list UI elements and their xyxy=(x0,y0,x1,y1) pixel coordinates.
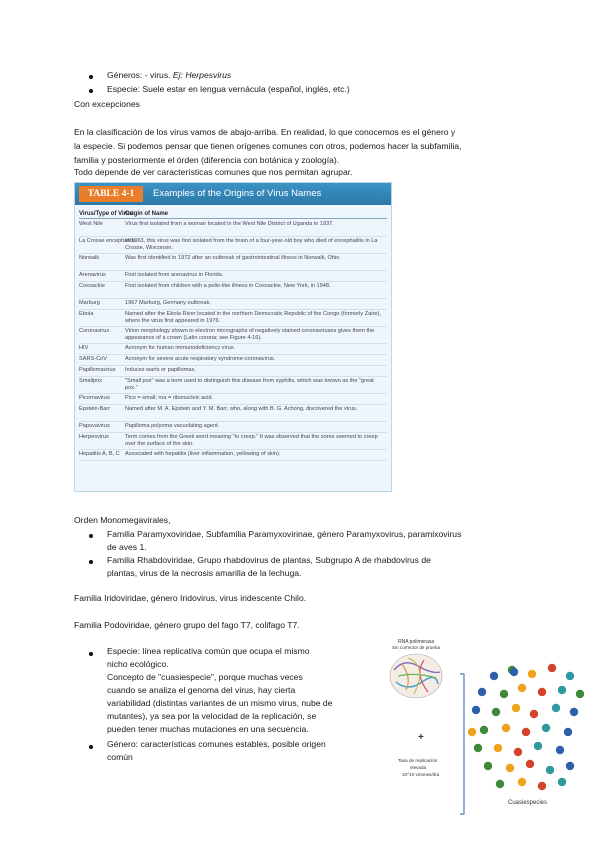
quasispecies-cloud xyxy=(468,664,584,790)
quasispecies-particle xyxy=(468,728,476,736)
bullet-marker xyxy=(89,75,93,79)
quasispecies-particle xyxy=(512,704,520,712)
table-cell-virus: Herpesvirus xyxy=(79,434,109,440)
table-cell-origin: Induces warts or papillomas. xyxy=(125,367,196,373)
familia-podoviridae: Familia Podoviridae, género grupo del fago T7, colifago T7. xyxy=(74,620,300,630)
quasispecies-particle xyxy=(480,726,488,734)
quasispecies-particle xyxy=(556,746,564,754)
bullet-marker xyxy=(89,560,93,564)
table-cell-origin: Was first identified in 1972 after an outbreak of gastrointestinal illness in Norwalk, Ohio. xyxy=(125,255,341,261)
quasispecies-particle xyxy=(566,762,574,770)
table-row xyxy=(79,450,387,461)
quasispecies-particle xyxy=(564,728,572,736)
quasispecies-particle xyxy=(490,672,498,680)
quasispecies-particle xyxy=(478,688,486,696)
especie-line-3: Concepto de "cuasiespecie", porque muchas veces xyxy=(107,672,303,682)
table-row xyxy=(79,405,387,422)
label-cuasiespecies: Cuasiespecies xyxy=(508,800,548,806)
quasispecies-particle xyxy=(496,780,504,788)
label-rna-polimerasa: RNA polimerasa xyxy=(398,639,435,645)
quasispecies-particle xyxy=(526,760,534,768)
table-cell-virus: Picornavirus xyxy=(79,395,110,401)
intro-line-2: la especie. Si podemos pensar que tienen orígenes comunes con otros, podemos hacer la subfamilia, xyxy=(74,141,462,151)
table-row xyxy=(79,344,387,355)
table-cell-virus: HIV xyxy=(79,345,89,351)
table-cell-origin: Associated with hepatitis (liver inflammation, yellowing of skin). xyxy=(125,451,281,457)
table-row xyxy=(79,299,387,310)
bullet-marker xyxy=(89,534,93,538)
table-cell-origin: In 1963, this virus was first isolated from the brain of a four-year-old boy who died of encephalitis in La Crosse, Wisconsin. xyxy=(125,238,378,251)
quasispecies-particle xyxy=(566,672,574,680)
generos-prefix: Géneros: - virus. xyxy=(107,70,173,80)
quasispecies-particle xyxy=(558,686,566,694)
polymerase-structure-icon xyxy=(390,654,442,698)
quasispecies-particle xyxy=(514,748,522,756)
bullet-marker xyxy=(89,652,93,656)
label-tasa-2: elevada xyxy=(410,765,427,770)
table-cell-virus: La Crosse encephalitis xyxy=(79,238,136,244)
orden-title: Orden Monomegavirales, xyxy=(74,515,171,525)
quasispecies-particle xyxy=(474,744,482,752)
con-excepciones: Con excepciones xyxy=(74,99,140,109)
table-row xyxy=(79,422,387,433)
table-row xyxy=(79,237,387,254)
quasispecies-svg xyxy=(384,636,584,816)
quasispecies-particle xyxy=(546,766,554,774)
especie-line-6: mutantes), ya sea por la velocidad de la replicación, se xyxy=(107,711,317,721)
genero-line-1: Género: características comunes estables, posible origen xyxy=(107,739,326,749)
table-cell-origin: Virus first isolated from a woman located in the West Nile District of Uganda in 1937. xyxy=(125,221,334,227)
familia-iridoviridae: Familia Iridoviridae, género Iridovirus, virus iridescente Chilo. xyxy=(74,593,307,603)
table-header-bar xyxy=(75,183,391,205)
table-cell-virus: Papovavirus xyxy=(79,423,110,429)
virus-names-table xyxy=(74,182,392,492)
label-tasa-1: Tasa de replicación xyxy=(398,758,438,763)
bullet-especie: Especie: Suele estar en lengua vernácula (español, inglés, etc.) xyxy=(107,84,350,94)
table-row xyxy=(79,310,387,327)
plus-sign: + xyxy=(418,732,424,743)
quasispecies-particle xyxy=(522,728,530,736)
quasispecies-particle xyxy=(494,744,502,752)
genero-line-2: común xyxy=(107,752,133,762)
orden-bullet-2-line-2: plantas, virus de la necrosis amarilla de la lechuga. xyxy=(107,568,302,578)
table-tag: TABLE 4-1 xyxy=(79,186,143,202)
quasispecies-particle xyxy=(510,668,518,676)
table-cell-virus: Coronavirus xyxy=(79,328,110,334)
bullet-generos xyxy=(107,70,231,82)
table-header-rule xyxy=(79,218,387,219)
table-row xyxy=(79,254,387,271)
generos-example: Ej: Herpesvirus xyxy=(172,70,232,80)
table-row xyxy=(79,327,387,344)
especie-line-5: variabilidad (distintas variantes de un mismo virus, nube de xyxy=(107,698,333,708)
table-cell-virus: Marburg xyxy=(79,300,100,306)
todo-depende: Todo depende de ver características comunes que nos permitan agrupar. xyxy=(74,167,353,177)
intro-line-3: familia y posteriormente el órden (diferencia con botánica y zoología). xyxy=(74,155,340,165)
quasispecies-particle xyxy=(528,670,536,678)
table-row xyxy=(79,377,387,394)
especie-line-1: Especie: línea replicativa común que ocupa el mismo xyxy=(107,646,310,656)
table-cell-virus: Papillomavirus xyxy=(79,367,116,373)
table-cell-origin: Named after the Ebola River located in the northern Democratic Republic of the Congo (formerly Zaire), where the virus first appeared in 1976. xyxy=(125,311,381,324)
table-col-origin: Origin of Name xyxy=(125,211,169,217)
especie-line-7: pueden tener muchas mutaciones en una secuencia. xyxy=(107,724,309,734)
intro-line-1: En la clasificación de los virus vamos de abajo-arriba. En realidad, lo que conocemos es el género y xyxy=(74,127,456,137)
bullet-marker xyxy=(89,745,93,749)
especie-line-4: cuando se analiza el genoma del virus, hay cierta xyxy=(107,685,296,695)
table-row xyxy=(79,433,387,450)
table-cell-origin: Named after M. A. Epstein and Y. M. Barr, who, along with B. G. Achong, discovered the virus. xyxy=(125,406,358,412)
quasispecies-particle xyxy=(552,704,560,712)
label-tasa-3: 10^10 viriones/día xyxy=(402,772,440,777)
table-row-rule xyxy=(79,460,387,461)
table-cell-origin: First isolated from arenavirus in Florida. xyxy=(125,272,224,278)
table-row xyxy=(79,271,387,282)
table-cell-origin: Acronym for severe acute respiratory syndrome-coronavirus. xyxy=(125,356,276,362)
table-cell-virus: Hepatitis A, B, C xyxy=(79,451,120,457)
table-row xyxy=(79,220,387,237)
table-cell-origin: Term comes from the Greek word meaning "to creep." It was observed that the sores seemed to creep over the surface of the skin. xyxy=(125,434,378,447)
quasispecies-particle xyxy=(558,778,566,786)
table-row xyxy=(79,366,387,377)
orden-bullet-2-line-1: Familia Rhabdoviridae, Grupo rhabdovirus de plantas, Subgrupo A de rhabdovirus de xyxy=(107,555,431,565)
table-row xyxy=(79,355,387,366)
table-cell-origin: Papilloma polyoma vacuolating agent. xyxy=(125,423,220,429)
quasispecies-particle xyxy=(492,708,500,716)
quasispecies-particle xyxy=(472,706,480,714)
table-cell-virus: Norwalk xyxy=(79,255,100,261)
table-cell-virus: Ebola xyxy=(79,311,94,317)
quasispecies-particle xyxy=(502,724,510,732)
especie-line-2: nicho ecológico. xyxy=(107,659,169,669)
quasispecies-particle xyxy=(484,762,492,770)
quasispecies-particle xyxy=(500,690,508,698)
quasispecies-diagram xyxy=(384,636,584,816)
quasispecies-particle xyxy=(548,664,556,672)
table-col-virus: Virus/Type of Virus xyxy=(79,211,134,217)
quasispecies-particle xyxy=(530,710,538,718)
table-cell-virus: Coxsackie xyxy=(79,283,105,289)
table-cell-origin: "Small pox" was a term used to distinguish this disease from syphilis, which was known as the "great pox." xyxy=(125,378,374,391)
table-cell-origin: Virion morphology shown in electron micrographs of negatively stained coronaviruses gives them the appearance of a crown (Latin corona; see Figure 4-16). xyxy=(125,328,375,341)
table-row xyxy=(79,394,387,405)
quasispecies-particle xyxy=(534,742,542,750)
label-sin-corrector: Sin corrector de prueba xyxy=(392,645,441,650)
quasispecies-particle xyxy=(570,708,578,716)
table-row xyxy=(79,282,387,299)
quasispecies-particle xyxy=(542,724,550,732)
orden-bullet-1-line-1: Familia Paramyxoviridae, Subfamilia Paramyxovirinae, género Paramyxovirus, paramixovirus xyxy=(107,529,462,539)
quasispecies-particle xyxy=(538,688,546,696)
table-cell-virus: Smallpox xyxy=(79,378,103,384)
table-cell-origin: Pico = small; rna = ribonucleic acid. xyxy=(125,395,213,401)
bracket xyxy=(460,674,464,814)
table-cell-origin: Acronym for human immunodeficiency virus. xyxy=(125,345,236,351)
table-title: Examples of the Origins of Virus Names xyxy=(153,188,322,199)
quasispecies-particle xyxy=(576,690,584,698)
orden-bullet-1-line-2: de aves 1. xyxy=(107,542,147,552)
bullet-marker xyxy=(89,89,93,93)
table-cell-virus: Arenavirus xyxy=(79,272,106,278)
quasispecies-particle xyxy=(518,684,526,692)
table-cell-virus: SARS-CoV xyxy=(79,356,107,362)
quasispecies-particle xyxy=(506,764,514,772)
table-cell-origin: 1967 Marburg, Germany outbreak. xyxy=(125,300,211,306)
table-cell-virus: Epstein-Barr xyxy=(79,406,111,412)
quasispecies-particle xyxy=(518,778,526,786)
table-cell-origin: First isolated from children with a polio-like illness in Coxsackie, New York, in 1948. xyxy=(125,283,331,289)
quasispecies-particle xyxy=(538,782,546,790)
table-cell-virus: West Nile xyxy=(79,221,103,227)
